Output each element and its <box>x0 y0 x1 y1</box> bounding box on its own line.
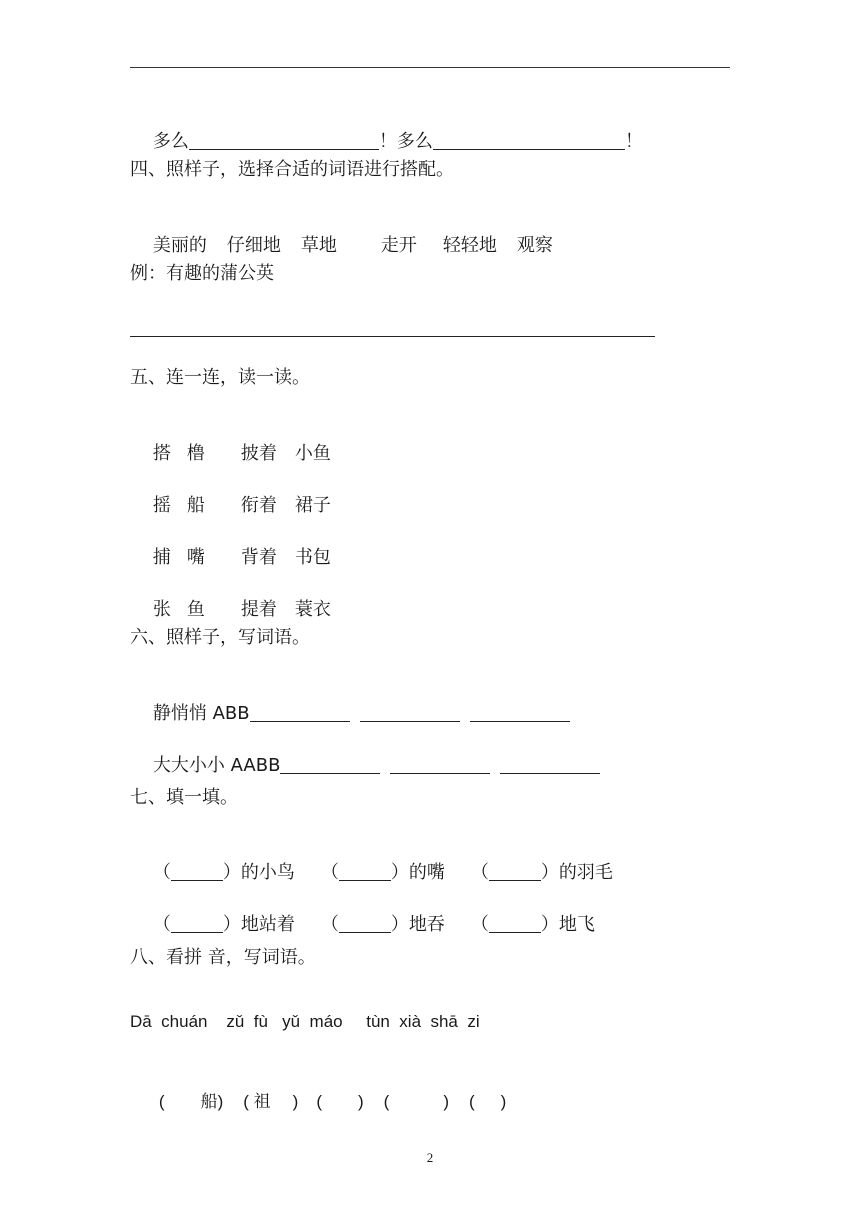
match-char: 张 <box>152 599 171 620</box>
line-prefix: 多么 <box>152 131 189 152</box>
header-rule <box>130 67 730 68</box>
answer-blank[interactable] <box>171 862 223 881</box>
answer-blank[interactable] <box>500 755 600 774</box>
fill-phrase: 的嘴 <box>408 862 445 883</box>
section-5-title: 五、连一连，读一读。 <box>130 367 310 388</box>
fill-phrase: 的羽毛 <box>558 862 613 883</box>
answer-blank[interactable] <box>489 862 541 881</box>
section-6-title: 六、照样子，写词语。 <box>130 627 310 648</box>
section-4-example: 例：有趣的蒲公英 <box>130 263 274 284</box>
line-end: ！ <box>624 131 643 152</box>
fill-phrase: 地站着 <box>240 914 295 935</box>
match-object: 小鱼 <box>294 443 331 464</box>
answer-blank[interactable] <box>390 755 490 774</box>
match-char: 嘴 <box>186 547 205 568</box>
fill-phrase: 的小鸟 <box>240 862 295 883</box>
answer-row <box>130 1066 506 1138</box>
match-phrase: 提着 <box>240 599 277 620</box>
paren: ) <box>443 1092 449 1111</box>
match-char: 捕 <box>152 547 171 568</box>
paren: ) <box>292 1092 299 1111</box>
answer-blank[interactable] <box>339 862 391 881</box>
paren: ) <box>500 1092 507 1111</box>
section-7-row-2: （ ）地站着 （ ）地吞 （ ）地飞 <box>152 914 595 935</box>
match-object: 书包 <box>294 547 331 568</box>
section-7-row-1: （ ）的小鸟 （ ）的嘴 （ ）的羽毛 <box>152 862 613 883</box>
section-4-title: 四、照样子，选择合适的词语进行搭配。 <box>130 159 454 180</box>
match-object: 裙子 <box>294 495 331 516</box>
paren: ( <box>316 1092 322 1111</box>
answer-blank[interactable] <box>339 914 391 933</box>
word-option: 轻轻地 <box>442 235 497 256</box>
match-char: 摇 <box>152 495 171 516</box>
match-phrase: 衔着 <box>240 495 277 516</box>
match-char: 搭 <box>152 443 171 464</box>
answer-blank[interactable] <box>250 703 350 722</box>
match-char: 船 <box>186 495 205 516</box>
match-object: 蓑衣 <box>294 599 331 620</box>
pattern-label: 大大小小 AABB <box>152 755 281 776</box>
answer-blank[interactable] <box>360 703 460 722</box>
match-phrase: 披着 <box>240 443 277 464</box>
line-mid: ！多么 <box>378 131 433 152</box>
answer-blank[interactable] <box>470 703 570 722</box>
paren: ( <box>158 1092 165 1111</box>
answer-blank[interactable] <box>489 914 541 933</box>
word-option: 观察 <box>516 235 553 256</box>
answer-blank[interactable] <box>171 914 223 933</box>
pinyin-row: Dā chuán zǔ fù yǔ máo tùn xià shā zi <box>130 1012 480 1031</box>
section-8-title: 八、看拼 音，写词语。 <box>130 947 316 968</box>
paren: ) <box>357 1092 364 1111</box>
hint-char: 船) <box>200 1092 224 1111</box>
answer-blank[interactable] <box>189 131 379 150</box>
answer-line[interactable] <box>130 336 655 337</box>
word-option: 草地 <box>300 235 337 256</box>
match-char: 鱼 <box>186 599 205 620</box>
hint-char: ( 祖 <box>243 1092 271 1111</box>
answer-blank[interactable] <box>280 755 380 774</box>
answer-blank[interactable] <box>433 131 625 150</box>
fill-phrase: 地吞 <box>408 914 445 935</box>
pattern-label: 静悄悄 ABB <box>152 703 250 724</box>
word-option: 美丽的 <box>152 235 207 256</box>
paren: ( <box>383 1092 390 1111</box>
section-7-title: 七、填一填。 <box>130 787 238 808</box>
match-char: 橹 <box>186 443 205 464</box>
page-number: 2 <box>426 1150 434 1165</box>
fill-phrase: 地飞 <box>558 914 595 935</box>
word-option: 仔细地 <box>226 235 281 256</box>
paren: ( <box>469 1092 475 1111</box>
word-option: 走开 <box>380 235 417 256</box>
match-phrase: 背着 <box>240 547 277 568</box>
